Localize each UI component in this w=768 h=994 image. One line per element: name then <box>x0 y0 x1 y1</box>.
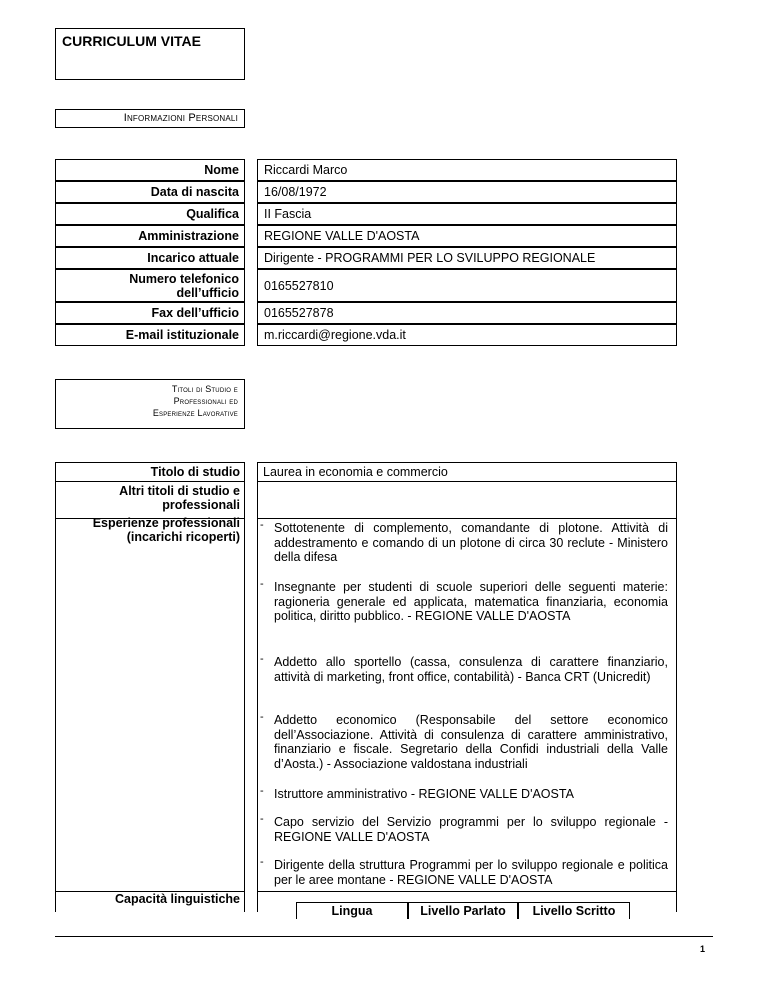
experience-item <box>258 713 668 771</box>
value-incarico <box>257 247 677 269</box>
section-studies-line-1: Titoli di Studio e <box>171 384 238 394</box>
value-nome <box>257 159 677 181</box>
header-text: Lingua <box>331 904 373 918</box>
label-qualifica <box>55 203 245 225</box>
value-amministrazione <box>257 225 677 247</box>
value-text: 0165527810 <box>264 278 334 293</box>
value-email <box>257 324 677 346</box>
dash-bullet: - <box>260 813 264 825</box>
dash-bullet: - <box>260 653 264 665</box>
experience-item <box>258 655 668 684</box>
value-qualifica <box>257 203 677 225</box>
label-text: Data di nascita <box>150 185 239 199</box>
lang-header-lingua <box>296 902 408 919</box>
value-titolo-studio <box>257 462 677 482</box>
experience-item <box>258 580 668 624</box>
footer-rule <box>55 936 713 937</box>
lang-header-scritto <box>518 902 630 919</box>
experience-item <box>258 787 668 802</box>
header-text: Livello Scritto <box>532 904 616 918</box>
section-personal-header <box>55 109 245 128</box>
label-fax <box>55 302 245 324</box>
value-text: m.riccardi@regione.vda.it <box>264 328 406 342</box>
label-text: Capacità linguistiche <box>114 892 240 906</box>
label-data-nascita <box>55 181 245 203</box>
label-capacita-linguistiche <box>55 891 245 912</box>
experience-item <box>258 858 668 887</box>
experience-text: Insegnante per studenti di scuole superiori delle seguenti materie: ragioneria generale ed applicata, matematica finanziaria, economia politica, diritto pubblico. - REGIONE VALLE D'AOSTA <box>274 580 668 623</box>
value-altri-titoli <box>257 482 677 519</box>
label-text: Fax dell’ufficio <box>151 306 239 320</box>
value-text: Laurea in economia e commercio <box>263 465 448 479</box>
experience-text: Addetto allo sportello (cassa, consulenza di carattere finanziario, attività di marketing, front office, contabilità) - Banca CRT (Unicredit) <box>274 655 668 684</box>
label-text: Incarico attuale <box>147 251 239 265</box>
lingue-divider <box>257 891 677 892</box>
dash-bullet: - <box>260 519 264 531</box>
label-email <box>55 324 245 346</box>
experience-text: Addetto economico (Responsabile del settore economico dell’Associazione. Attività di consulenza di carattere amministrativo, finanziario e fiscale. Segretario della Confidi industriali della Valle d’Aosta.) - Associazione valdostana industriali <box>274 713 668 771</box>
label-text: Nome <box>204 163 239 177</box>
value-data-nascita <box>257 181 677 203</box>
label-text: Qualifica <box>186 207 239 221</box>
label-text: E-mail istituzionale <box>125 328 239 342</box>
dash-bullet: - <box>260 578 264 590</box>
section-studies-line-2: Professionali ed <box>173 396 238 406</box>
label-nome <box>55 159 245 181</box>
experience-text: Dirigente della struttura Programmi per lo sviluppo regionale e politica per le aree montane - REGIONE VALLE D'AOSTA <box>274 858 668 887</box>
experience-text: Istruttore amministrativo - REGIONE VALLE D'AOSTA <box>274 787 574 801</box>
label-text: Titolo di studio <box>150 465 240 479</box>
label-esperienze <box>55 516 245 548</box>
label-titolo-studio <box>55 462 245 482</box>
lang-header-parlato <box>408 902 518 919</box>
header-text: Livello Parlato <box>420 904 506 918</box>
cv-title-box <box>55 28 245 80</box>
experience-text: Capo servizio del Servizio programmi per lo sviluppo regionale - REGIONE VALLE D'AOSTA <box>274 815 668 844</box>
cv-title: CURRICULUM VITAE <box>62 33 201 49</box>
label-incarico <box>55 247 245 269</box>
label-text: Altri titoli di studio e professionali <box>119 484 240 512</box>
section-personal-title: Informazioni Personali <box>123 112 238 124</box>
label-altri-titoli <box>55 482 245 519</box>
value-text: Dirigente - PROGRAMMI PER LO SVILUPPO REGIONALE <box>264 251 596 265</box>
label-amministrazione <box>55 225 245 247</box>
dash-bullet: - <box>260 856 264 868</box>
value-text: II Fascia <box>264 207 312 221</box>
value-text: REGIONE VALLE D'AOSTA <box>264 229 420 243</box>
dash-bullet: - <box>260 711 264 723</box>
value-fax <box>257 302 677 324</box>
experience-item <box>258 815 668 844</box>
label-text: Amministrazione <box>138 229 239 243</box>
section-studies-line-3: Esperienze Lavorative <box>152 408 238 418</box>
value-text: 0165527878 <box>264 306 334 320</box>
experience-text: Sottotenente di complemento, comandante di plotone. Attività di addestramento e comando di un plotone di circa 30 reclute - Ministero della difesa <box>274 521 668 564</box>
value-text: Riccardi Marco <box>264 163 348 177</box>
section-studies-header <box>55 379 245 429</box>
page-number: 1 <box>700 944 706 954</box>
label-telefono <box>55 269 245 302</box>
value-text: 16/08/1972 <box>264 185 327 199</box>
dash-bullet: - <box>260 785 264 797</box>
label-text: Numero telefonico dell’ufficio <box>129 271 239 300</box>
value-telefono <box>257 269 677 302</box>
label-text: Esperienze professionali (incarichi ricoperti) <box>92 516 240 544</box>
experience-item <box>258 521 668 565</box>
